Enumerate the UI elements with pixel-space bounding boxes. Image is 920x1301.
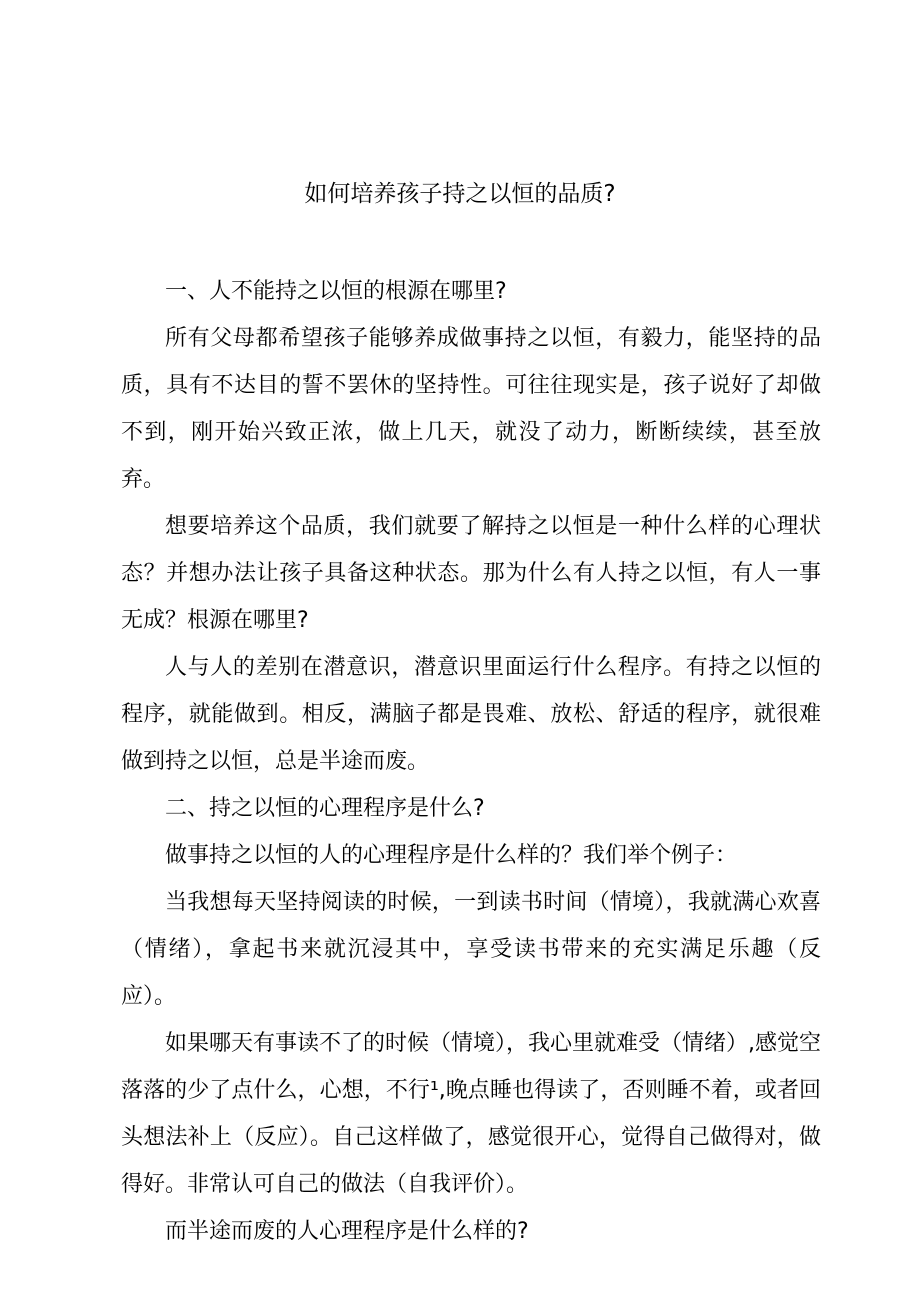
paragraph: 所有父母都希望孩子能够养成做事持之以恒，有毅力，能坚持的品质，具有不达目的誓不罢休的坚持性。可往往现实是，孩子说好了却做不到，刚开始兴致正浓，做上几天，就没了动力，断断续续，甚至放弃。	[121, 326, 821, 492]
paragraph: 想要培养这个品质，我们就要了解持之以恒是一种什么样的心理状态？并想办法让孩子具备这种状态。那为什么有人持之以恒，有人一事无成？根源在哪里?	[121, 514, 821, 633]
section-heading-2: 二、持之以恒的心理程序是什么?	[165, 796, 485, 821]
paragraph: 做事持之以恒的人的心理程序是什么样的？我们举个例子：	[165, 843, 738, 868]
paragraph: 当我想每天坚持阅读的时候，一到读书时间（情境），我就满心欢喜（情绪），拿起书来就沉浸其中，享受读书带来的充实满足乐趣（反应）。	[121, 890, 821, 1009]
paragraph: 而半途而废的人心理程序是什么样的?	[165, 1219, 529, 1244]
section-heading-1: 一、人不能持之以恒的根源在哪里?	[165, 279, 507, 304]
document-title: 如何培养孩子持之以恒的品质?	[304, 181, 616, 207]
paragraph: 人与人的差别在潜意识，潜意识里面运行什么程序。有持之以恒的程序，就能做到。相反，满脑子都是畏难、放松、舒适的程序，就很难做到持之以恒，总是半途而废。	[121, 655, 821, 774]
paragraph: 如果哪天有事读不了的时候（情境），我心里就难受（情绪）,感觉空落落的少了点什么，心想，不行¹,晚点睡也得读了，否则睡不着，或者回头想法补上（反应）。自己这样做了，感觉很开心，觉得自己做得对，做得好。非常认可自己的做法（自我评价）。	[121, 1031, 821, 1197]
document-body	[121, 268, 821, 1255]
